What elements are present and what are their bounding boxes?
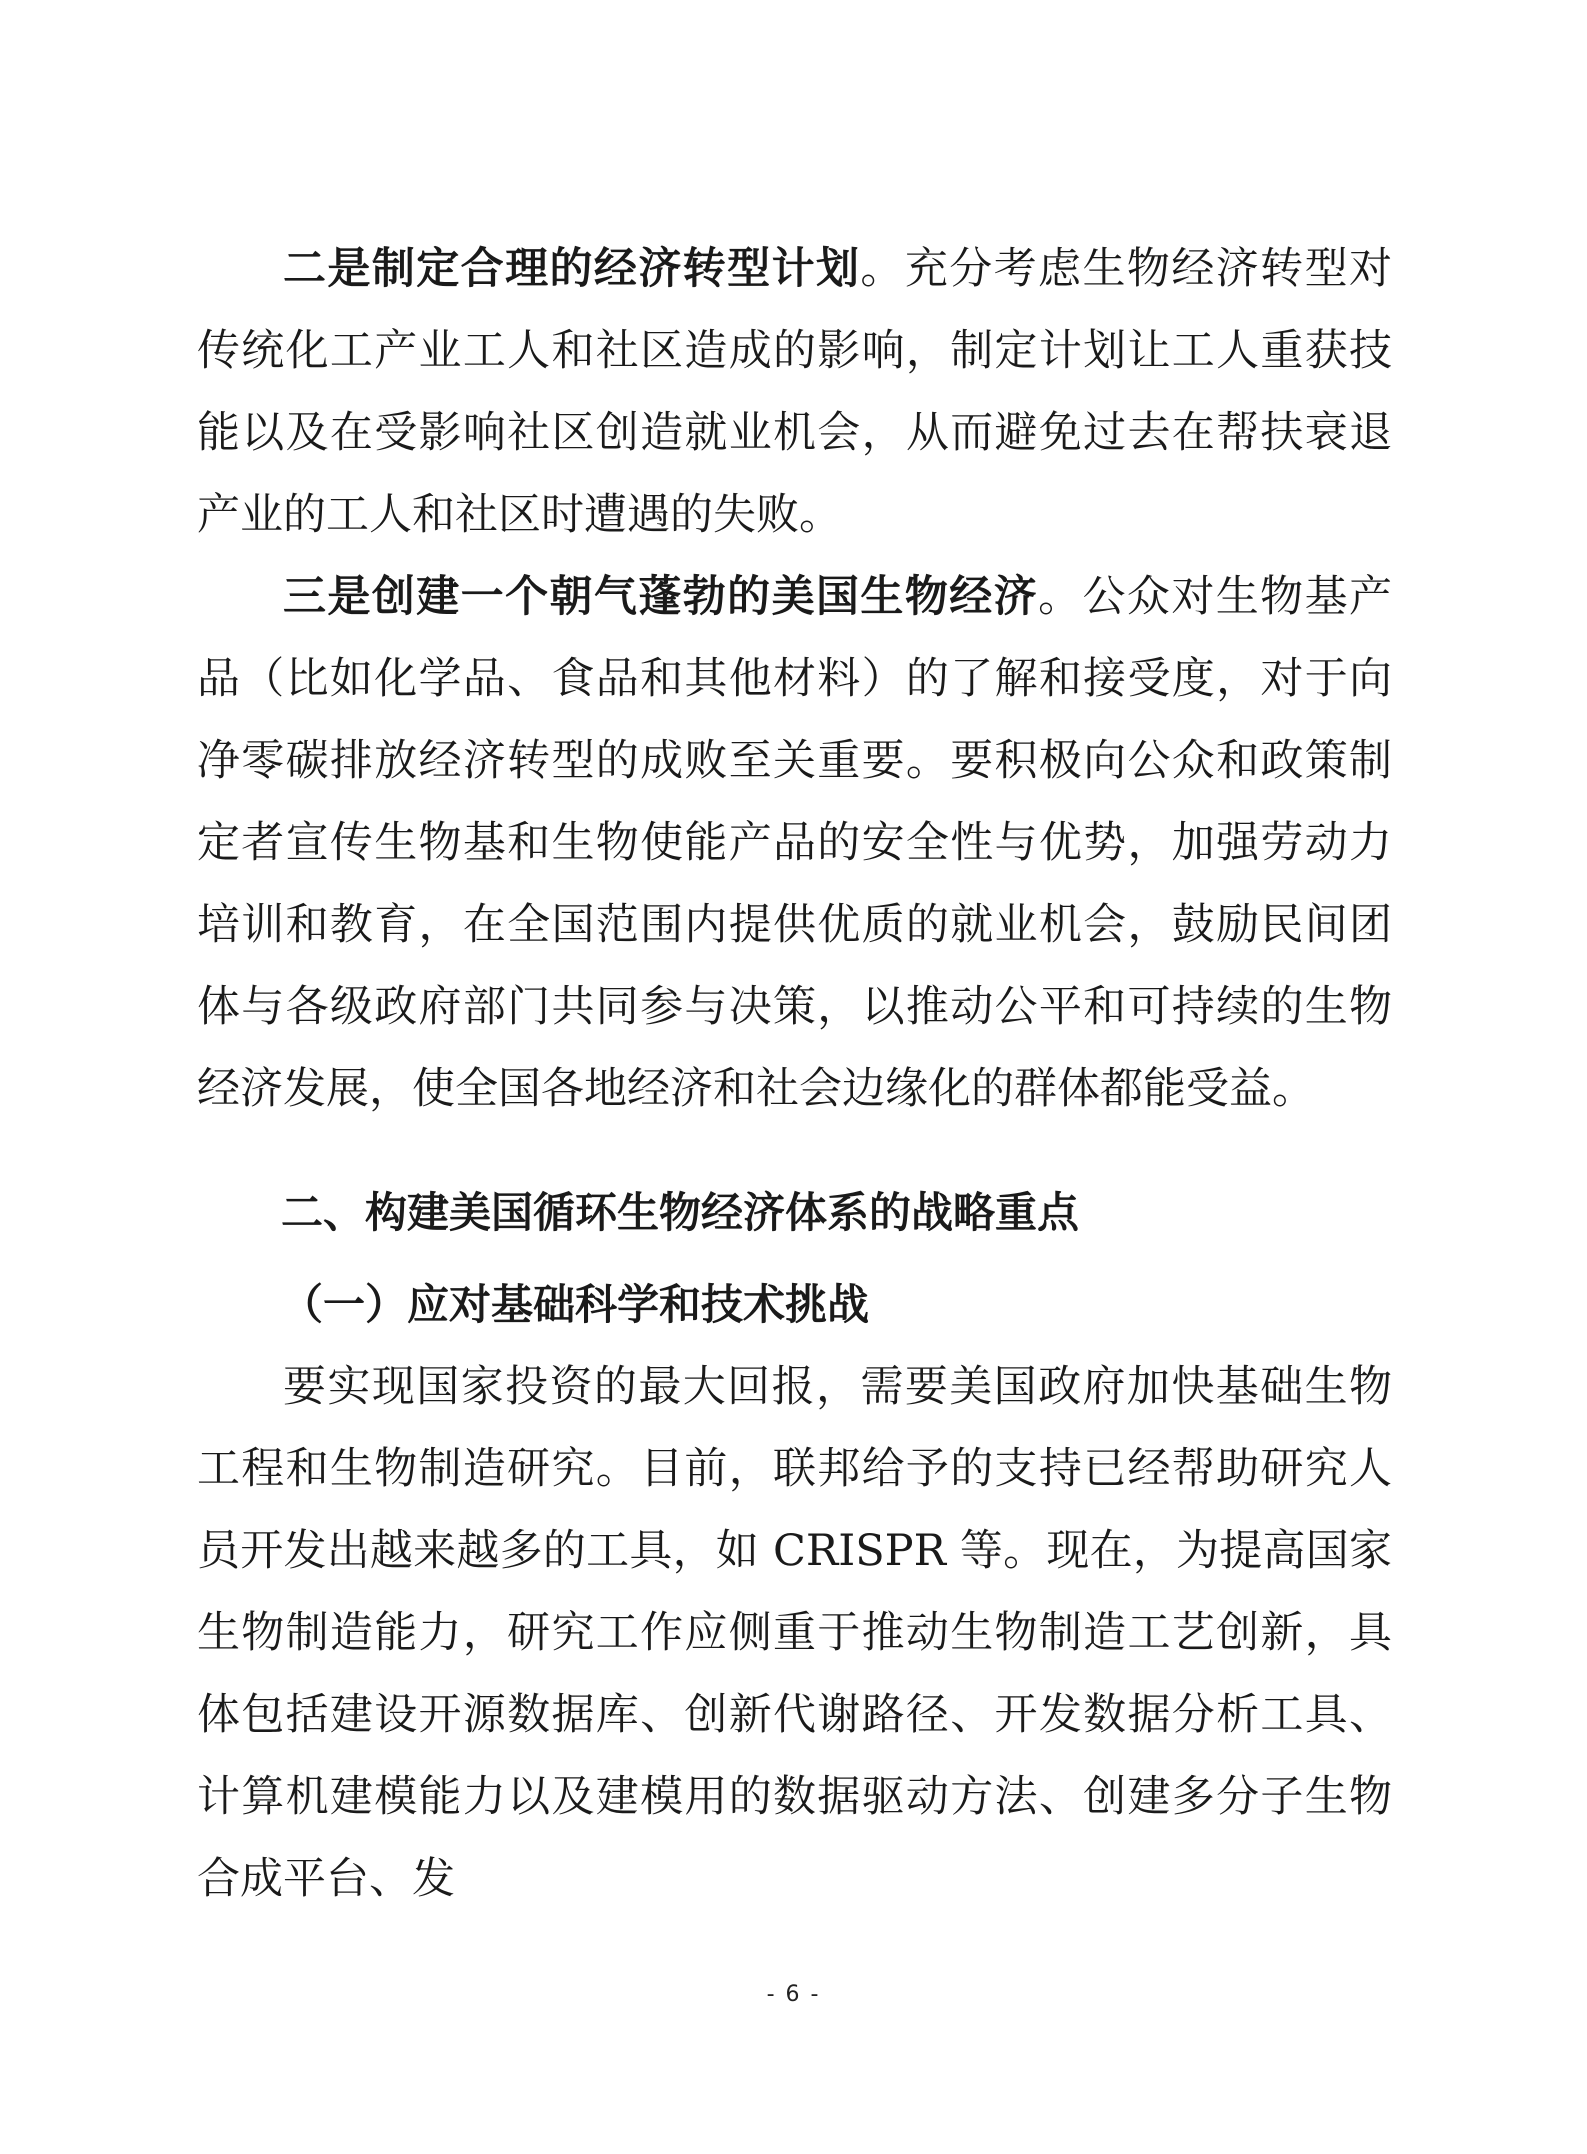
paragraph-text: 要实现国家投资的最大回报，需要美国政府加快基础生物工程和生物制造研究。目前，联邦给予的支持已经帮助研究人员开发出越来越多的工具，如 CRISPR 等。现在，为提高国家生物制造能力，研究工作应侧重于推动生物制造工艺创新，具体包括建设开源数据库、创新代谢路径、开发数据分析工具、计算机建模能力以及建模用的数据驱动方法、创建多分子生物合成平台、发: [197, 1362, 1392, 1904]
subsection-heading: （一）应对基础科学和技术挑战: [281, 1280, 870, 1329]
paragraph-economic-transition: [197, 228, 1392, 556]
paragraph-text: 。公众对生物基产品（比如化学品、食品和其他材料）的了解和接受度，对于向净零碳排放经济转型的成败至关重要。要积极向公众和政策制定者宣传生物基和生物使能产品的安全性与优势，加强劳动力培训和教育，在全国范围内提供优质的就业机会，鼓励民间团体与各级政府部门共同参与决策，以推动公平和可持续的生物经济发展，使全国各地经济和社会边缘化的群体都能受益。: [197, 572, 1393, 1114]
paragraph-basic-science: [197, 1346, 1392, 1920]
paragraph-vibrant-bioeconomy: [197, 556, 1392, 1130]
page-number: - 6 -: [766, 1982, 821, 2007]
paragraph-lead-bold: 二是制定合理的经济转型计划: [283, 244, 861, 294]
paragraph-lead-bold: 三是创建一个朝气蓬勃的美国生物经济: [283, 572, 1039, 622]
section-heading: 二、构建美国循环生物经济体系的战略重点: [281, 1188, 1080, 1237]
paragraph-text: 。充分考虑生物经济转型对传统化工产业工人和社区造成的影响，制定计划让工人重获技能以及在受影响社区创造就业机会，从而避免过去在帮扶衰退产业的工人和社区时遭遇的失败。: [197, 244, 1393, 540]
document-body: [197, 228, 1392, 1920]
